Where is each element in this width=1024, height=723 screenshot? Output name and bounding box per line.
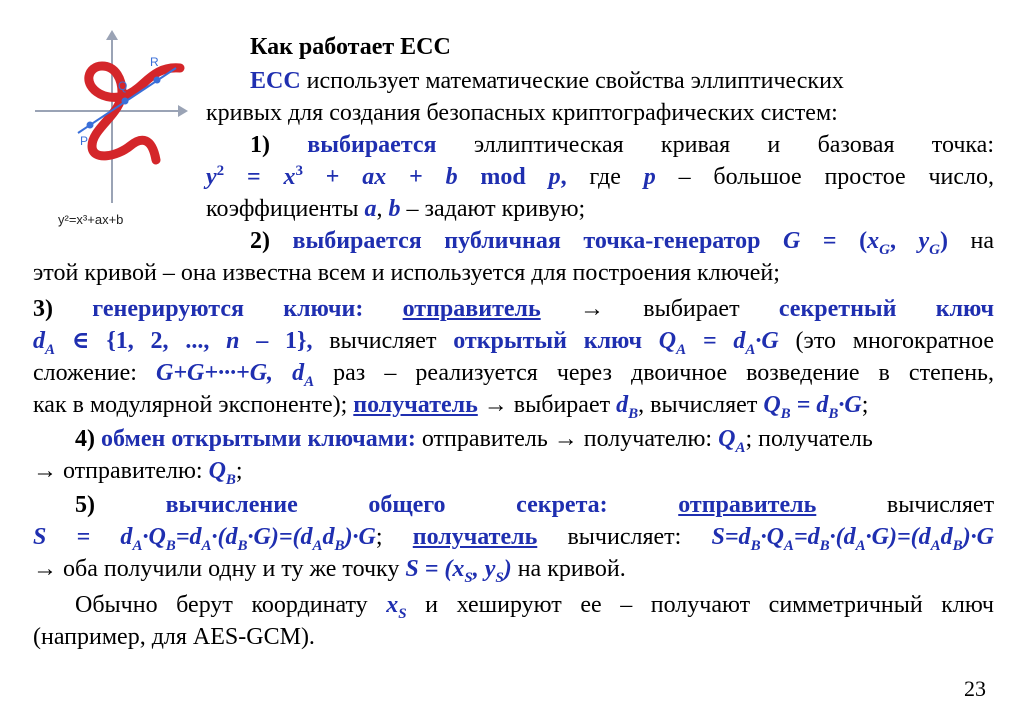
sum-formula: G+G+···+G, $d_A$ xyxy=(156,360,315,390)
x-axis-arrow xyxy=(178,105,188,117)
outro-line-2: (например, для AES-GCM). xyxy=(33,624,315,650)
step2-line-2: этой кривой – она известна всем и используется для построения ключей; xyxy=(33,260,780,286)
page-number: 23 xyxy=(964,676,986,701)
label-p: P xyxy=(80,134,89,148)
curve-equation: $y^2 = x^3$ + ax + b mod p, xyxy=(206,163,567,190)
elliptic-curve-figure xyxy=(30,28,190,233)
step1-line-2: $y^2 = x^3$ + ax + b mod p, где p – большое простое число, xyxy=(206,163,995,190)
point-r xyxy=(154,77,161,84)
intro-line-2: кривых для создания безопасных криптографических систем: xyxy=(206,100,838,126)
step2-line-1: 2) выбирается публичная точка-генератор $G = (x_G$, $y_G$) на xyxy=(250,228,995,258)
outro-line-1: Обычно берут координату $x_S$ и хешируют ее – получают симметричный ключ xyxy=(75,592,994,622)
slide-title: Как работает ECC xyxy=(250,34,451,60)
step4-line-2: → отправителю: $Q_B$; xyxy=(33,458,243,488)
point-p xyxy=(87,122,94,129)
qb-symbol: $Q_B$ xyxy=(208,458,236,488)
dB-symbol: $d_B$ xyxy=(616,392,639,422)
step5-line-3: → оба получили одну и ту же точку $S = (x_S$, $y_S$) на кривой. xyxy=(33,556,626,586)
step3-line-3: сложение: G+G+···+G, $d_A$ раз – реализуется через двоичное возведение в степень, xyxy=(33,360,995,390)
qa-formula: $Q_A = d_A\cdot G$ xyxy=(658,328,779,358)
s-formula-receiver: $S=d_B\cdot Q_A=d_B\cdot(d_A\cdot G)=(d_Ad_B)\cdot G$ xyxy=(711,524,995,554)
qa-symbol: $Q_A$ xyxy=(718,426,746,456)
point-q xyxy=(122,98,129,105)
step3-line-1: 3) генерируются ключи: отправитель → выбирает секретный ключ xyxy=(33,296,995,322)
label-r: R xyxy=(150,55,159,69)
step3-line-4: как в модулярной экспоненте); получатель → выбирает $d_B$, вычисляет $Q_B = d_B\cdot G$; xyxy=(33,392,869,422)
step5-line-1: 5) вычисление общего секрета: отправитель вычисляет xyxy=(75,492,995,518)
step3-line-2: $d_A$ ∈ {1, 2, ..., n – 1}, вычисляет открытый ключ $Q_A = d_A\cdot G$ (это многократное xyxy=(33,328,995,358)
elliptic-curve xyxy=(89,66,180,160)
label-q: Q xyxy=(118,79,128,93)
step5-line-2: $S = d_A\cdot Q_B=d_A\cdot(d_B\cdot G)=(d_Ad_B)\cdot G$; получатель вычисляет: $S=d_B\cdot Q_A=d_B\cdot(d_A\cdot G)=(d_Ad_B)\cdot G$ xyxy=(33,524,995,554)
figure-caption: y²=x³+ax+b xyxy=(58,212,124,227)
step4-line-1: 4) обмен открытыми ключами: отправитель → получателю: $Q_A$; получатель xyxy=(75,426,873,456)
intro-line-1: ECC использует математические свойства эллиптических xyxy=(250,68,844,94)
xs-symbol: $x_S$ xyxy=(386,592,407,622)
s-formula-sender: $S = d_A\cdot Q_B=d_A\cdot(d_B\cdot G)=(d_Ad_B)\cdot G$ xyxy=(33,524,376,554)
ecc-term: ECC xyxy=(250,68,301,94)
s-point: $S = (x_S$, $y_S$) xyxy=(405,556,512,586)
generator-formula: $G = (x_G$, $y_G$) xyxy=(783,228,948,258)
step1-line-1: 1) выбирается эллиптическая кривая и базовая точка: xyxy=(250,132,995,158)
y-axis-arrow xyxy=(106,30,118,40)
qb-formula: $Q_B = d_B\cdot G$ xyxy=(763,392,862,422)
dA-set: $d_A$ ∈ {1, 2, ..., n – 1}, xyxy=(33,328,313,358)
step1-line-3: коэффициенты a, b – задают кривую; xyxy=(206,196,586,222)
